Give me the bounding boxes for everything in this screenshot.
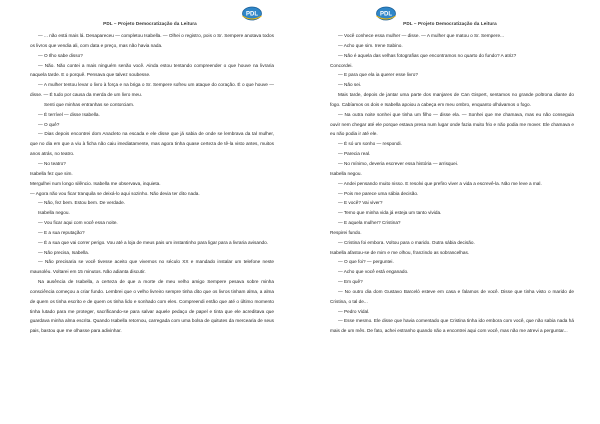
paragraph: — Na outra noite sonhei que tinha um filho — disse ela. — Sonhei que me chamava, mas eu não conseguia ouvir nem chegar até ele porque estava presa num lugar onde fazia muito frio e não podia me mover. Ele chamava e eu não podia ir até ele. (330, 111, 574, 137)
right-page-text (330, 31, 574, 336)
paragraph: — O que foi? — perguntei. (338, 259, 394, 265)
paragraph: — Em quê? (338, 279, 363, 285)
paragraph: — Esse mesmo. Ele disse que havia comentado que Cristina tinha ido embora com você, que não sabia nada há mais de um mês. De fato, achei estranho quando não a encontrei aqui com você, mas não me atrevi a perguntar... (330, 318, 574, 334)
paragraph: — Não. Não contei a mais ninguém senão você. Ainda estou tentando compreender o que houve na livraria naquela tarde. E o porquê. Pensava que talvez soubesse. (30, 62, 274, 78)
paragraph: — E você? Vai viver? (338, 200, 383, 206)
paragraph: — É a sua que vai correr perigo. Vou até a loja de meus pais um instantinho para ligar para a livraria avisando. (38, 239, 269, 245)
paragraph: — Pedro Vidal. (338, 308, 370, 314)
paragraph: — Dias depois encontrei dom Anacleto na escada e ele disse que já sabia de onde se lembrava da tal mulher, que no dia em que a viu à ficha não caiu imediatamente, mas agora tinha quase certeza de tê-la visto antes, muitos anos atrás, no teatro. (30, 131, 274, 157)
paragraph: Mais tarde, depois de jantar uma parte dos manjares de Can Gispert, sentamos no grande poltrona diante do fogo. Cabíamos os dois e Isabella apoiou a cabeça em meu ombro, enquanto olhávamos o fogo. (330, 92, 574, 107)
paragraph: — A mulher tentou levar o livro à força e na briga o Sr. Sempere sofreu um ataque do coração. É o que houve — disse. — É tudo por causa da merda de um livro meu. (30, 82, 274, 98)
paragraph: — E para que ela ia querer esse livro? (338, 72, 418, 78)
paragraph: — Você conhece essa mulher — disse. — A mulher que matou o Sr. Sempere... (338, 33, 504, 38)
paragraph: — Acho que sim. Irene Sabino. (338, 42, 403, 48)
header-title: PDL – Projeto Democratização da Leitura (403, 21, 497, 26)
paragraph: — Temo que minha vida já esteja um tanto vivida. (338, 210, 442, 216)
paragraph: — Pois me parece uma sábia decisão. (338, 190, 419, 196)
paragraph: — O Ilho sabe disso? (38, 52, 83, 58)
paragraph: Concordei. (330, 62, 353, 68)
paragraph: Isabella negou. (330, 170, 362, 176)
paragraph: — Não precisa, Isabella. (38, 249, 90, 255)
paragraph: Mergulhei num longo silêncio. Isabella me observava, inquieta. (30, 180, 161, 186)
paragraph: — No teatro? (38, 160, 66, 166)
paragraph: — E a sua reputação? (38, 229, 85, 235)
paragraph: Isabella negou. (38, 210, 70, 216)
page-header (330, 4, 570, 28)
paragraph: — Andei pensando muito nisso. E resolvi que prefiro viver a vida a escrevê-la. Não me leve a mal. (338, 180, 542, 186)
pdl-logo-icon (240, 5, 264, 23)
right-page (300, 0, 600, 424)
paragraph: — É só um sonho — respondi. (338, 141, 402, 147)
paragraph: — Vou ficar aqui com você essa noite. (38, 220, 118, 226)
paragraph: — Não precisaria se você tivesse aceito que vivemos no século XX e mandado instalar um telefone neste mausoléu. Voltarei em 15 minutos. Não adianta discutir. (30, 259, 274, 275)
paragraph: — No mínimo, deveria escrever essa história — arrisquei. (338, 160, 459, 166)
header-title: PDL – Projeto Democratização da Leitura (103, 21, 197, 26)
paragraph: — E aquela mulher? Cristina? (338, 220, 401, 226)
page-header (30, 4, 270, 28)
left-page-text (30, 31, 274, 336)
paragraph: Senti que minhas entranhas se contorciam. (44, 101, 135, 107)
paragraph: — Não sei. (338, 82, 362, 88)
logo-text: PDL (380, 11, 392, 18)
logo-text: PDL (246, 11, 258, 18)
paragraph: — Não, fez bem. Estou bem. De verdade. (38, 200, 126, 206)
paragraph: — ... não está mais lá. Desapareceu — completou Isabella. — Olhei o registro, pois o Sr. Sempere anotava todos os livros que vendia ali, com data e preço, mas não havia nada. (30, 33, 274, 48)
paragraph: — No outro dia dom Gustavo Barceló esteve em casa e falamos de você. Disse que tinha visto o marido de Cristina, o tal de... (330, 288, 574, 304)
paragraph: Respirei fundo. (330, 229, 362, 235)
paragraph: — Acho que você está enganado. (338, 269, 409, 275)
paragraph: — O quê? (38, 121, 60, 127)
paragraph: — Não é aquela das velhas fotografias que encontramos no quarto do fundo? A atriz? (338, 52, 517, 58)
paragraph: Isabella afastou-se de mim e me olhou, franzindo as sobrancelhas. (330, 249, 470, 255)
paragraph: — Agora não vou ficar tranquila se deixá-lo aqui sozinho. Não devia ter dito nada. (30, 190, 200, 196)
paragraph: Isabella fez que sim. (30, 170, 73, 176)
paragraph: Na ausência de Isabella, a certeza de que a morte de meu velho amigo Sempere pesava sobre minha consciência começou a criar fundo. Lembrei que o velho livreiro sempre tinha dito que os livros tinham alma, a alma de quem os tinha escrito e de quem os tinha lido e sonhado com eles. Compreendi então que até o último momento tinha lutado para me proteger, sacrificando-se para salvar aquele pedaço de papel e tinta que ele acreditava que guardava minha alma escrita. Quando Isabella retornou, carregada com uma bolsa de quitutes da mercearia de seus pais, bastou que me olhasse para adivinhar. (30, 279, 274, 334)
paragraph: — Cristina foi embora. Voltou para o marido. Outra sábia decisão. (338, 239, 475, 245)
paragraph: — É terrível — disse Isabella. (38, 111, 100, 117)
paragraph: — Parecia real. (338, 151, 371, 157)
